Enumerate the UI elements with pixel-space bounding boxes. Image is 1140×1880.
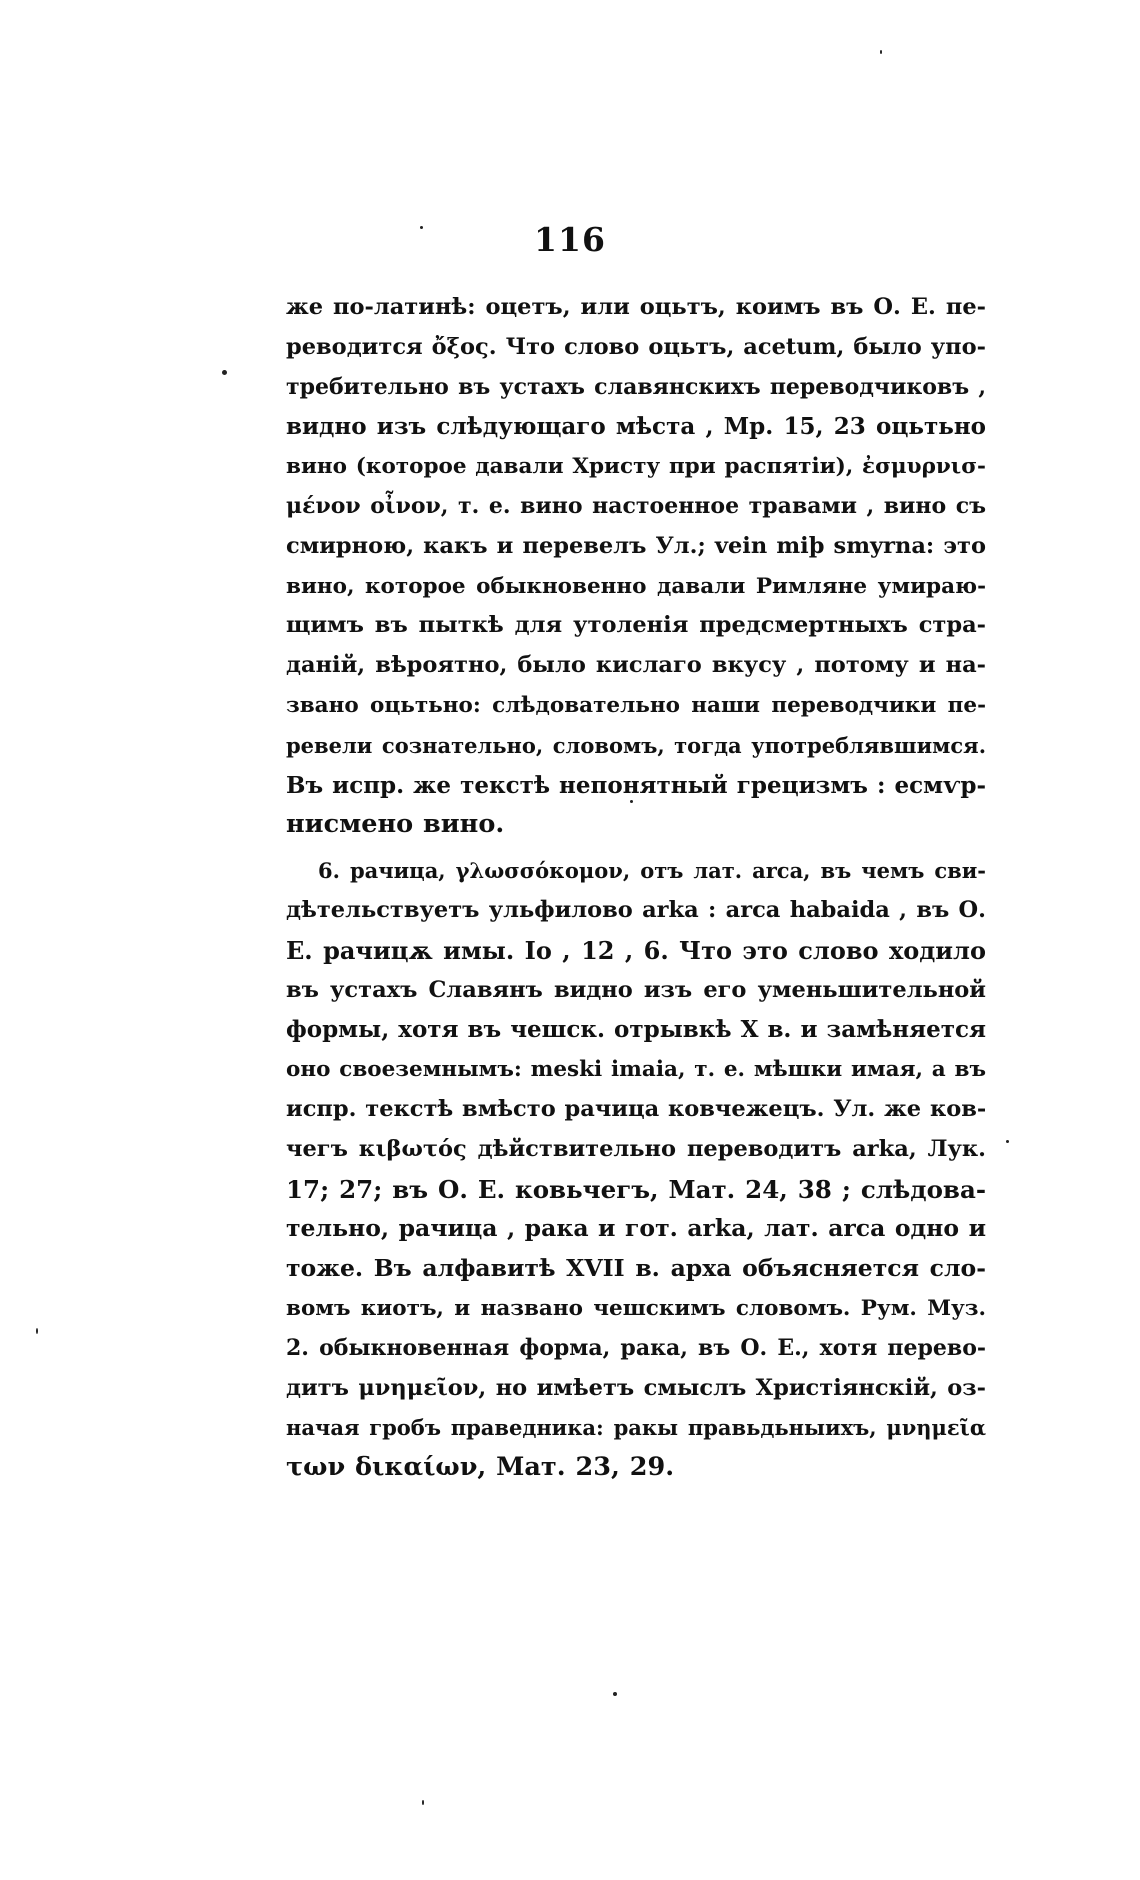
scan-speck — [36, 1328, 38, 1334]
paragraph-1 — [286, 288, 986, 845]
text-line: 17; 27; въ О. Е. ковьчегъ, Мат. 24, 38 ; слѣдова- — [286, 1174, 986, 1204]
scan-speck — [420, 226, 423, 229]
text-line: вино, которое обыкновенно давали Римляне умираю- — [286, 573, 986, 599]
text-line: тоже. Въ алфавитѣ XVII в. арха объясняется сло- — [286, 1254, 986, 1283]
scan-speck — [630, 800, 633, 803]
text-line: чегъ κιβωτός дѣйствительно переводитъ arka, Лук. — [286, 1135, 986, 1162]
text-line: начая гробъ праведника: ракы правьдьныихъ, μνημεῖα — [286, 1415, 986, 1441]
text-line: щимъ въ пыткѣ для утоленiя предсмертныхъ стра- — [286, 612, 986, 639]
text-line: звано оцьтьно: слѣдовательно наши переводчики пе- — [286, 692, 986, 718]
text-line: нисмено вино. — [286, 809, 505, 840]
scan-speck — [222, 370, 227, 375]
scan-speck — [613, 1692, 617, 1696]
text-line: ревели сознательно, словомъ, тогда употреблявшимся. — [286, 732, 986, 758]
text-line: 6. рачица, γλωσσόκομον, отъ лат. arca, въ чемъ сви- — [318, 858, 986, 884]
text-line: формы, хотя въ чешск. отрывкѣ X в. и замѣняется — [286, 1016, 986, 1044]
text-line: дѣтельствуетъ ульфилово arka : arca habaida , въ О. — [286, 896, 986, 923]
paragraph-2 — [286, 851, 986, 1488]
body-text — [286, 288, 986, 1488]
text-line: дитъ μνημεῖον, но имѣетъ смыслъ Христiянскiй, оз- — [286, 1374, 986, 1401]
text-line: Въ испр. же текстѣ непонятный грецизмъ : есмѵр- — [286, 771, 986, 799]
page-number: 116 — [534, 220, 606, 259]
scan-speck — [880, 50, 882, 54]
text-line: των δικαίων, Мат. 23, 29. — [286, 1452, 675, 1483]
scan-speck — [1006, 1140, 1009, 1143]
text-line: же по-латинѣ: оцетъ, или оцьтъ, коимъ въ О. Е. пе- — [286, 294, 986, 320]
text-line: реводится ὄξος. Что слово оцьтъ, acetum, было упо- — [286, 333, 986, 360]
text-line: Е. рачицѫ имы. Io , 12 , 6. Что это слово ходило — [286, 935, 986, 965]
text-line: тельно, рачица , рака и гот. arka, лат. arca одно и — [286, 1214, 986, 1243]
text-line: μένον οἶνον, т. е. вино настоенное травами , вино съ — [286, 492, 986, 519]
text-line: вомъ киотъ, и названо чешскимъ словомъ. Рум. Муз. — [286, 1295, 986, 1321]
text-line: смирною, какъ и перевелъ Ул.; vein miþ smyrna: это — [286, 532, 986, 559]
text-line: вино (которое давали Христу при распятiи), ἐσμυρνισ- — [286, 454, 986, 480]
text-line: въ устахъ Славянъ видно изъ его уменьшительной — [286, 976, 986, 1003]
text-line: видно изъ слѣдующаго мѣста , Мр. 15, 23 оцьтьно — [286, 413, 986, 441]
scan-speck — [422, 1800, 424, 1805]
text-line: испр. текстѣ вмѣсто рачица ковчежецъ. Ул. же ков- — [286, 1095, 987, 1122]
text-line: данiй, вѣроятно, было кислаго вкусу , потому и на- — [286, 652, 986, 679]
text-line: 2. обыкновенная форма, рака, въ О. Е., хотя перево- — [286, 1334, 986, 1361]
text-line: требительно въ устахъ славянскихъ переводчиковъ , — [286, 373, 986, 400]
text-line: оно своеземнымъ: meski imaia, т. е. мѣшки имая, а въ — [286, 1057, 986, 1083]
